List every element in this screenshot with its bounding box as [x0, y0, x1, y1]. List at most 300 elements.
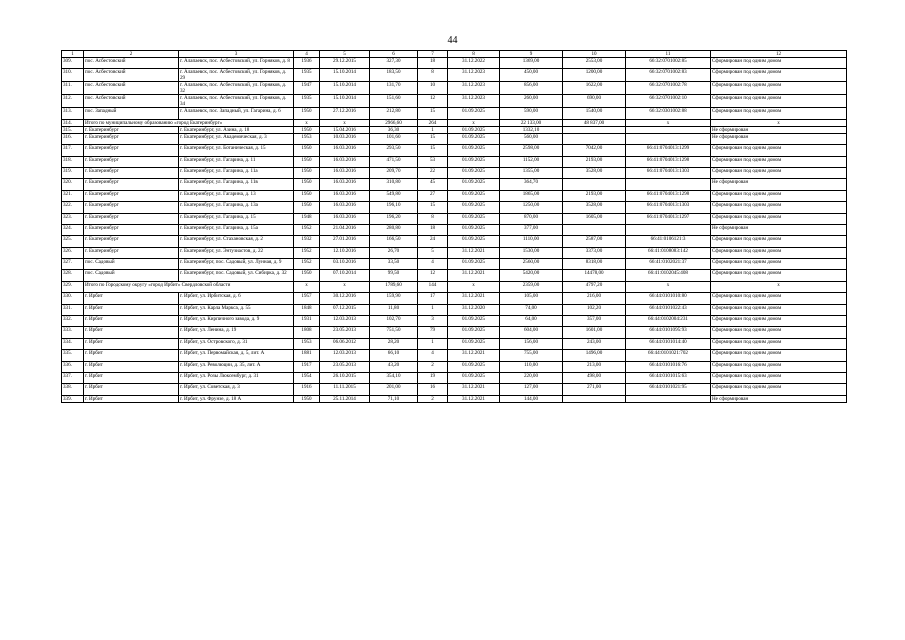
cadastral-number-cell: 66:41:0704013:1303 [626, 167, 711, 178]
row-number-cell: 316. [62, 133, 84, 144]
address-cell: г. Екатеринбург, пос. Садовый, ул. Сибирка, д. 32 [179, 270, 294, 281]
date-cell: 07.10.2014 [320, 270, 370, 281]
table-row [62, 190, 847, 201]
year-cell: 1954 [294, 372, 320, 383]
cost-cell: 2359,00 [500, 281, 563, 292]
year-cell: 1950 [294, 108, 320, 119]
cadastral-number-cell: x [626, 119, 711, 126]
address-cell: г. Ирбит, ул. Ирбитская, д. 6 [179, 293, 294, 304]
deadline-cell: 01.09.2025 [448, 156, 500, 167]
locality-cell: г. Ирбит [84, 384, 179, 395]
residents-cell: 2 [418, 395, 448, 402]
address-cell: г. Екатеринбург, ул. Гагарина, д. 11 [179, 156, 294, 167]
value-cell: 1496,00 [563, 350, 626, 361]
status-cell: Сформирован под одним домом [711, 316, 847, 327]
value-cell: 357,00 [563, 316, 626, 327]
date-cell: 12.10.2016 [320, 247, 370, 258]
locality-cell: г. Ирбит [84, 361, 179, 372]
area-cell: 151,60 [370, 95, 418, 108]
year-cell: 1881 [294, 350, 320, 361]
cost-cell: 560,00 [500, 133, 563, 144]
cadastral-number-cell [626, 133, 711, 144]
status-cell: Сформирован под одним домом [711, 58, 847, 69]
table-row [62, 395, 847, 402]
address-cell: г. Ирбит, ул. Первомайская, д. 5, лит. А [179, 350, 294, 361]
status-cell: Сформирован под одним домом [711, 236, 847, 247]
residents-cell: 15 [418, 145, 448, 156]
row-number-cell: 337. [62, 372, 84, 383]
year-cell: 1931 [294, 316, 320, 327]
date-cell: 12.03.2013 [320, 316, 370, 327]
address-cell: г. Ирбит, ул. Ленина, д. 19 [179, 327, 294, 338]
value-cell: 2553,00 [563, 58, 626, 69]
residents-cell: 8 [418, 213, 448, 224]
row-number-cell: 325. [62, 236, 84, 247]
deadline-cell: 31.12.2021 [448, 395, 500, 402]
value-cell: 3528,00 [563, 167, 626, 178]
deadline-cell: 01.09.2025 [448, 224, 500, 235]
area-cell: 196,20 [370, 213, 418, 224]
date-cell: 06.06.2012 [320, 338, 370, 349]
table-row [62, 167, 847, 178]
table-row [62, 384, 847, 395]
table-row [62, 247, 847, 258]
row-number-cell: 311. [62, 82, 84, 95]
residents-cell: 22 [418, 167, 448, 178]
area-cell: 212,80 [370, 108, 418, 119]
cadastral-number-cell: 66:32:0301002:88 [626, 108, 711, 119]
status-cell: Сформирован под одним домом [711, 108, 847, 119]
row-number-cell: 313. [62, 108, 84, 119]
area-cell: 471,50 [370, 156, 418, 167]
value-cell: 2193,00 [563, 156, 626, 167]
locality-cell: г. Екатеринбург [84, 190, 179, 201]
year-cell: 1932 [294, 236, 320, 247]
deadline-cell: 01.09.2025 [448, 338, 500, 349]
value-cell: 243,00 [563, 338, 626, 349]
cost-cell: 1332,10 [500, 126, 563, 133]
deadline-cell: x [448, 281, 500, 292]
residents-cell: 4 [418, 350, 448, 361]
subtotal-label-cell: Итого по муниципальному образованию «город Екатеринбург» [84, 119, 294, 126]
row-number-cell: 320. [62, 179, 84, 190]
address-cell: г. Ирбит, ул. Революции, д. 35, лит. А [179, 361, 294, 372]
date-cell: 16.03.2016 [320, 202, 370, 213]
area-cell: 354,10 [370, 372, 418, 383]
deadline-cell: 01.09.2025 [448, 327, 500, 338]
residents-cell: 2 [418, 361, 448, 372]
cost-cell: 220,00 [500, 372, 563, 383]
status-cell: Сформирован под одним домом [711, 372, 847, 383]
date-cell: 16.03.2016 [320, 156, 370, 167]
area-cell: 166,50 [370, 236, 418, 247]
cadastral-number-cell: 66:44:0101015:63 [626, 372, 711, 383]
year-cell: 1952 [294, 247, 320, 258]
table-row [62, 95, 847, 108]
date-cell: 23.05.2013 [320, 361, 370, 372]
deadline-cell: 01.09.2025 [448, 126, 500, 133]
row-number-cell: 321. [62, 190, 84, 201]
row-number-cell: 319. [62, 167, 84, 178]
table-body [62, 51, 847, 403]
year-cell: 1952 [294, 224, 320, 235]
table-row [62, 236, 847, 247]
year-cell: 1950 [294, 156, 320, 167]
cadastral-number-cell: 66:41:0704013:1298 [626, 156, 711, 167]
locality-cell: г. Екатеринбург [84, 247, 179, 258]
value-cell [563, 395, 626, 402]
address-cell: г. Екатеринбург, ул. Стахановская, д. 2 [179, 236, 294, 247]
cost-cell: 260,00 [500, 95, 563, 108]
date-cell: 30.12.2016 [320, 293, 370, 304]
year-cell: 1950 [294, 270, 320, 281]
table-row [62, 179, 847, 190]
table-row [62, 270, 847, 281]
row-number-cell: 336. [62, 361, 84, 372]
locality-cell: г. Ирбит [84, 316, 179, 327]
status-cell: Сформирован под одним домом [711, 293, 847, 304]
locality-cell: г. Екатеринбург [84, 236, 179, 247]
residents-cell: 10 [418, 82, 448, 95]
cost-cell: 1369,00 [500, 58, 563, 69]
address-cell: г. Екатеринбург, ул. Академическая, д. 3 [179, 133, 294, 144]
cadastral-number-cell: 66:44:0101095:93 [626, 327, 711, 338]
column-number: 5 [320, 51, 370, 58]
date-cell: 16.03.2016 [320, 179, 370, 190]
table-row [62, 126, 847, 133]
locality-cell: г. Ирбит [84, 338, 179, 349]
locality-cell: г. Ирбит [84, 350, 179, 361]
column-number: 1 [62, 51, 84, 58]
value-cell: 102,20 [563, 304, 626, 315]
area-cell: 66,10 [370, 350, 418, 361]
locality-cell: г. Ирбит [84, 304, 179, 315]
table-row [62, 202, 847, 213]
date-cell: x [320, 119, 370, 126]
address-cell: г. Ирбит, ул. Розы Люксембург, д. 31 [179, 372, 294, 383]
address-cell: г. Ирбит, ул. Кирпичного завода, д. 9 [179, 316, 294, 327]
deadline-cell: 01.09.2025 [448, 316, 500, 327]
cost-cell: 604,00 [500, 327, 563, 338]
area-cell: 2966,60 [370, 119, 418, 126]
row-number-cell: 315. [62, 126, 84, 133]
date-cell: 16.03.2016 [320, 213, 370, 224]
row-number-cell: 322. [62, 202, 84, 213]
table-row [62, 350, 847, 361]
locality-cell: г. Ирбит [84, 293, 179, 304]
year-cell: 1957 [294, 293, 320, 304]
cost-cell: 156,00 [500, 338, 563, 349]
area-cell: 102,70 [370, 316, 418, 327]
residents-cell: 24 [418, 236, 448, 247]
status-cell: x [711, 119, 847, 126]
residents-cell: 17 [418, 293, 448, 304]
subtotal-row [62, 281, 847, 292]
deadline-cell: 31.12.2021 [448, 350, 500, 361]
year-cell: 1953 [294, 133, 320, 144]
date-cell: 15.10.2014 [320, 95, 370, 108]
year-cell: 1948 [294, 213, 320, 224]
value-cell [563, 179, 626, 190]
area-cell: 26,70 [370, 247, 418, 258]
status-cell: Сформирован под одним домом [711, 338, 847, 349]
row-number-cell: 314. [62, 119, 84, 126]
date-cell: 15.10.2014 [320, 69, 370, 82]
cost-cell: 5420,00 [500, 270, 563, 281]
cost-cell: 1110,00 [500, 236, 563, 247]
cadastral-number-cell: 66:32:0701002:78 [626, 82, 711, 95]
column-number: 9 [500, 51, 563, 58]
cost-cell: 64,00 [500, 316, 563, 327]
cost-cell: 450,00 [500, 69, 563, 82]
status-cell: Сформирован под одним домом [711, 361, 847, 372]
row-number-cell: 331. [62, 304, 84, 315]
cadastral-number-cell: 66:44:0101014:40 [626, 338, 711, 349]
year-cell: 1808 [294, 327, 320, 338]
deadline-cell: 01.09.2025 [448, 133, 500, 144]
row-number-cell: 339. [62, 395, 84, 402]
date-cell: x [320, 281, 370, 292]
locality-cell: пос. Западный [84, 108, 179, 119]
deadline-cell: 31.12.2021 [448, 270, 500, 281]
area-cell: 159,90 [370, 293, 418, 304]
table-row [62, 224, 847, 235]
status-cell: Не сформирован [711, 395, 847, 402]
status-cell: Сформирован под одним домом [711, 270, 847, 281]
cost-cell: 755,00 [500, 350, 563, 361]
deadline-cell: 01.09.2025 [448, 108, 500, 119]
value-cell: 216,00 [563, 293, 626, 304]
row-number-cell: 330. [62, 293, 84, 304]
date-cell: 29.12.2015 [320, 58, 370, 69]
year-cell: 1950 [294, 167, 320, 178]
row-number-cell: 333. [62, 327, 84, 338]
date-cell: 12.03.2013 [320, 350, 370, 361]
date-cell: 15.04.2016 [320, 126, 370, 133]
cadastral-number-cell [626, 395, 711, 402]
locality-cell: г. Екатеринбург [84, 145, 179, 156]
address-cell: г. Екатеринбург, ул. Азина, д. 18 [179, 126, 294, 133]
date-cell: 16.03.2016 [320, 167, 370, 178]
status-cell: Сформирован под одним домом [711, 82, 847, 95]
table-row [62, 69, 847, 82]
year-cell: 1950 [294, 179, 320, 190]
residents-cell: 1 [418, 338, 448, 349]
status-cell: Не сформирован [711, 126, 847, 133]
cadastral-number-cell: 66:32:0701002:10 [626, 95, 711, 108]
cadastral-number-cell [626, 224, 711, 235]
address-cell: г. Алапаевск, пос. Асбестовский, ул. Горняков, д. 32 [179, 82, 294, 95]
year-cell: 1935 [294, 69, 320, 82]
residents-cell: 1 [418, 304, 448, 315]
residents-cell: 15 [418, 108, 448, 119]
address-cell: г. Екатеринбург, ул. Гагарина, д. 11а [179, 167, 294, 178]
area-cell: 1789,60 [370, 281, 418, 292]
row-number-cell: 310. [62, 69, 84, 82]
deadline-cell: 01.09.2025 [448, 145, 500, 156]
deadline-cell: 31.12.2020 [448, 304, 500, 315]
area-cell: 36,30 [370, 126, 418, 133]
area-cell: 293,50 [370, 145, 418, 156]
value-cell: 213,00 [563, 361, 626, 372]
cadastral-number-cell: 66:41:0704013:1298 [626, 190, 711, 201]
row-number-cell: 328. [62, 270, 84, 281]
date-cell: 03.10.2016 [320, 259, 370, 270]
table-row [62, 213, 847, 224]
date-cell: 25.11.2014 [320, 395, 370, 402]
column-number: 12 [711, 51, 847, 58]
address-cell: г. Екатеринбург, ул. Гагарина, д. 13а [179, 202, 294, 213]
cadastral-number-cell: 66:41:0102045:408 [626, 270, 711, 281]
locality-cell: г. Екатеринбург [84, 213, 179, 224]
residents-cell: 27 [418, 190, 448, 201]
cost-cell: 22 133,00 [500, 119, 563, 126]
deadline-cell: 31.12.2021 [448, 384, 500, 395]
residents-cell: 1 [418, 126, 448, 133]
row-number-cell: 338. [62, 384, 84, 395]
cadastral-number-cell [626, 179, 711, 190]
locality-cell: пос. Асбестовский [84, 95, 179, 108]
date-cell: 23.05.2013 [320, 327, 370, 338]
year-cell: 1947 [294, 82, 320, 95]
deadline-cell: 31.12.2022 [448, 58, 500, 69]
status-cell: Не сформирован [711, 179, 847, 190]
locality-cell: г. Ирбит [84, 372, 179, 383]
deadline-cell: 01.09.2025 [448, 202, 500, 213]
status-cell: Не сформирован [711, 133, 847, 144]
status-cell: Сформирован под одним домом [711, 202, 847, 213]
deadline-cell: 01.09.2025 [448, 179, 500, 190]
locality-cell: г. Екатеринбург [84, 133, 179, 144]
residents-cell: 15 [418, 202, 448, 213]
cadastral-number-cell: 66:41:0102021:37 [626, 259, 711, 270]
residents-cell: 264 [418, 119, 448, 126]
locality-cell: г. Екатеринбург [84, 156, 179, 167]
cadastral-number-cell: 66:44:0101016:76 [626, 361, 711, 372]
cost-cell: 2598,00 [500, 145, 563, 156]
date-cell: 16.03.2016 [320, 190, 370, 201]
deadline-cell: 01.09.2025 [448, 190, 500, 201]
deadline-cell: 31.12.2021 [448, 247, 500, 258]
status-cell: Сформирован под одним домом [711, 384, 847, 395]
status-cell: Сформирован под одним домом [711, 327, 847, 338]
cadastral-number-cell: 66:41:0108083:142 [626, 247, 711, 258]
table-row [62, 316, 847, 327]
deadline-cell: 01.09.2025 [448, 361, 500, 372]
address-cell: г. Ирбит, ул. Карла Маркса, д. 55 [179, 304, 294, 315]
cost-cell: 364,70 [500, 179, 563, 190]
deadline-cell: 01.09.2025 [448, 372, 500, 383]
locality-cell: г. Екатеринбург [84, 179, 179, 190]
cost-cell: 110,00 [500, 361, 563, 372]
table-row [62, 259, 847, 270]
cadastral-number-cell: 66:41:0106121:3 [626, 236, 711, 247]
cadastral-number-cell: 66:44:0102004:231 [626, 316, 711, 327]
status-cell: Сформирован под одним домом [711, 259, 847, 270]
row-number-cell: 324. [62, 224, 84, 235]
row-number-cell: 329. [62, 281, 84, 292]
year-cell: 1950 [294, 126, 320, 133]
year-cell: 1950 [294, 145, 320, 156]
residents-cell: 19 [418, 372, 448, 383]
table-row [62, 58, 847, 69]
residents-cell: 45 [418, 179, 448, 190]
value-cell: 48 837,00 [563, 119, 626, 126]
area-cell: 327,30 [370, 58, 418, 69]
value-cell: 1605,00 [563, 213, 626, 224]
column-number: 8 [448, 51, 500, 58]
residents-cell: 12 [418, 95, 448, 108]
area-cell: 11,80 [370, 304, 418, 315]
status-cell: Сформирован под одним домом [711, 213, 847, 224]
residents-cell: 16 [418, 384, 448, 395]
locality-cell: г. Ирбит [84, 327, 179, 338]
row-number-cell: 312. [62, 95, 84, 108]
year-cell: 1952 [294, 259, 320, 270]
value-cell: 7042,00 [563, 145, 626, 156]
residents-cell: 144 [418, 281, 448, 292]
table-row [62, 156, 847, 167]
table-row [62, 82, 847, 95]
table-row [62, 327, 847, 338]
address-cell: г. Екатеринбург, ул. Гагарина, д. 13 [179, 190, 294, 201]
address-cell: г. Алапаевск, пос. Асбестовский, ул. Горняков, д. 34 [179, 95, 294, 108]
locality-cell: г. Екатеринбург [84, 224, 179, 235]
locality-cell: г. Ирбит [84, 395, 179, 402]
address-cell: г. Алапаевск, пос. Асбестовский, ул. Горняков, д. 8 [179, 58, 294, 69]
year-cell: x [294, 281, 320, 292]
cost-cell: 74,00 [500, 304, 563, 315]
year-cell: 1953 [294, 338, 320, 349]
status-cell: Сформирован под одним домом [711, 95, 847, 108]
locality-cell: пос. Асбестовский [84, 58, 179, 69]
cadastral-number-cell: 66:41:0704013:1303 [626, 202, 711, 213]
locality-cell: пос. Садовый [84, 259, 179, 270]
cost-cell: 1355,00 [500, 167, 563, 178]
cost-cell: 856,00 [500, 82, 563, 95]
row-number-cell: 327. [62, 259, 84, 270]
value-cell: 2193,00 [563, 190, 626, 201]
locality-cell: г. Екатеринбург [84, 167, 179, 178]
address-cell: г. Екатеринбург, ул. Энтузиастов, д. 22 [179, 247, 294, 258]
value-cell: 1601,00 [563, 327, 626, 338]
address-cell: г. Алапаевск, пос. Западный, ул. Гагарина, д. 6 [179, 108, 294, 119]
area-cell: 280,80 [370, 224, 418, 235]
year-cell: x [294, 119, 320, 126]
cost-cell: 1152,00 [500, 156, 563, 167]
column-number: 3 [179, 51, 294, 58]
value-cell: 690,00 [563, 95, 626, 108]
address-cell: г. Екатеринбург, ул. Гагарина, д. 11в [179, 179, 294, 190]
date-cell: 15.10.2014 [320, 82, 370, 95]
value-cell: 8318,00 [563, 259, 626, 270]
cadastral-number-cell: 66:32:0701002:83 [626, 69, 711, 82]
deadline-cell: 01.09.2025 [448, 213, 500, 224]
cadastral-number-cell: 66:44:0101022:43 [626, 304, 711, 315]
value-cell [563, 126, 626, 133]
area-cell: 201,00 [370, 384, 418, 395]
deadline-cell: 01.09.2025 [448, 167, 500, 178]
residents-cell: 4 [418, 259, 448, 270]
deadline-cell: 31.12.2023 [448, 82, 500, 95]
date-cell: 21.04.2016 [320, 224, 370, 235]
area-cell: 549,80 [370, 190, 418, 201]
cost-cell: 377,00 [500, 224, 563, 235]
row-number-cell: 332. [62, 316, 84, 327]
address-cell: г. Алапаевск, пос. Асбестовский, ул. Горняков, д. 29 [179, 69, 294, 82]
area-cell: 43,20 [370, 361, 418, 372]
area-cell: 99,50 [370, 270, 418, 281]
